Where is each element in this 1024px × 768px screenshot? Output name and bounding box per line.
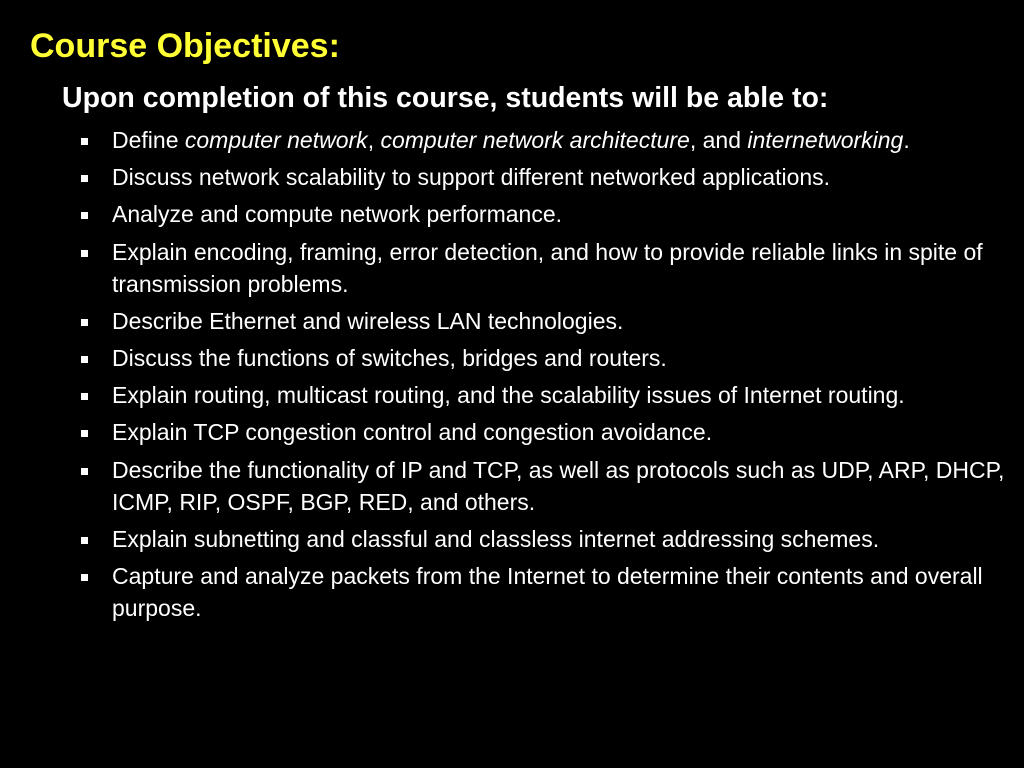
objective-item: [74, 416, 1019, 448]
square-bullet-icon: [81, 430, 88, 437]
square-bullet-icon: [81, 138, 88, 145]
objective-item: [74, 124, 1019, 156]
objective-text: Describe the functionality of IP and TCP, as well as protocols such as UDP, ARP, DHCP, ICMP, RIP, OSPF, BGP, RED, and others.: [112, 456, 1005, 515]
objective-text: Define computer network, computer network architecture, and internetworking.: [112, 127, 910, 153]
term-computer-network: computer network: [184, 127, 368, 153]
objective-text: Discuss the functions of switches, bridges and routers.: [112, 344, 667, 371]
square-bullet-icon: [81, 537, 88, 544]
objective-item: [74, 342, 1019, 374]
objectives-list: [74, 124, 1019, 629]
term-network-architecture: computer network architecture: [380, 127, 690, 153]
square-bullet-icon: [81, 319, 88, 326]
objective-item: [74, 560, 1019, 624]
objective-text: Capture and analyze packets from the Internet to determine their contents and overall purpose.: [112, 562, 983, 621]
slide-title: Course Objectives:: [30, 27, 340, 65]
slide-subtitle: Upon completion of this course, students will be able to:: [62, 82, 829, 114]
objective-text: Explain routing, multicast routing, and the scalability issues of Internet routing.: [112, 382, 905, 409]
objective-item: [74, 161, 1019, 193]
objective-text: Describe Ethernet and wireless LAN technologies.: [112, 307, 624, 334]
square-bullet-icon: [81, 250, 88, 257]
objective-text: Explain TCP congestion control and congestion avoidance.: [112, 419, 713, 446]
square-bullet-icon: [81, 393, 88, 400]
objective-item: [74, 198, 1019, 230]
objective-text: Explain subnetting and classful and classless internet addressing schemes.: [112, 525, 880, 552]
objective-item: [74, 523, 1019, 555]
objective-item: [74, 236, 1019, 300]
term-internetworking: internetworking: [747, 127, 904, 153]
objective-item: [74, 379, 1019, 411]
objective-item: [74, 454, 1019, 518]
square-bullet-icon: [81, 356, 88, 363]
square-bullet-icon: [81, 574, 88, 581]
square-bullet-icon: [81, 468, 88, 475]
objective-text: Analyze and compute network performance.: [112, 201, 563, 228]
objective-text: Discuss network scalability to support different networked applications.: [112, 164, 831, 191]
objective-item: [74, 305, 1019, 337]
square-bullet-icon: [81, 175, 88, 182]
objective-text: Explain encoding, framing, error detection, and how to provide reliable links in spite of transmission problems.: [112, 238, 983, 297]
square-bullet-icon: [81, 212, 88, 219]
